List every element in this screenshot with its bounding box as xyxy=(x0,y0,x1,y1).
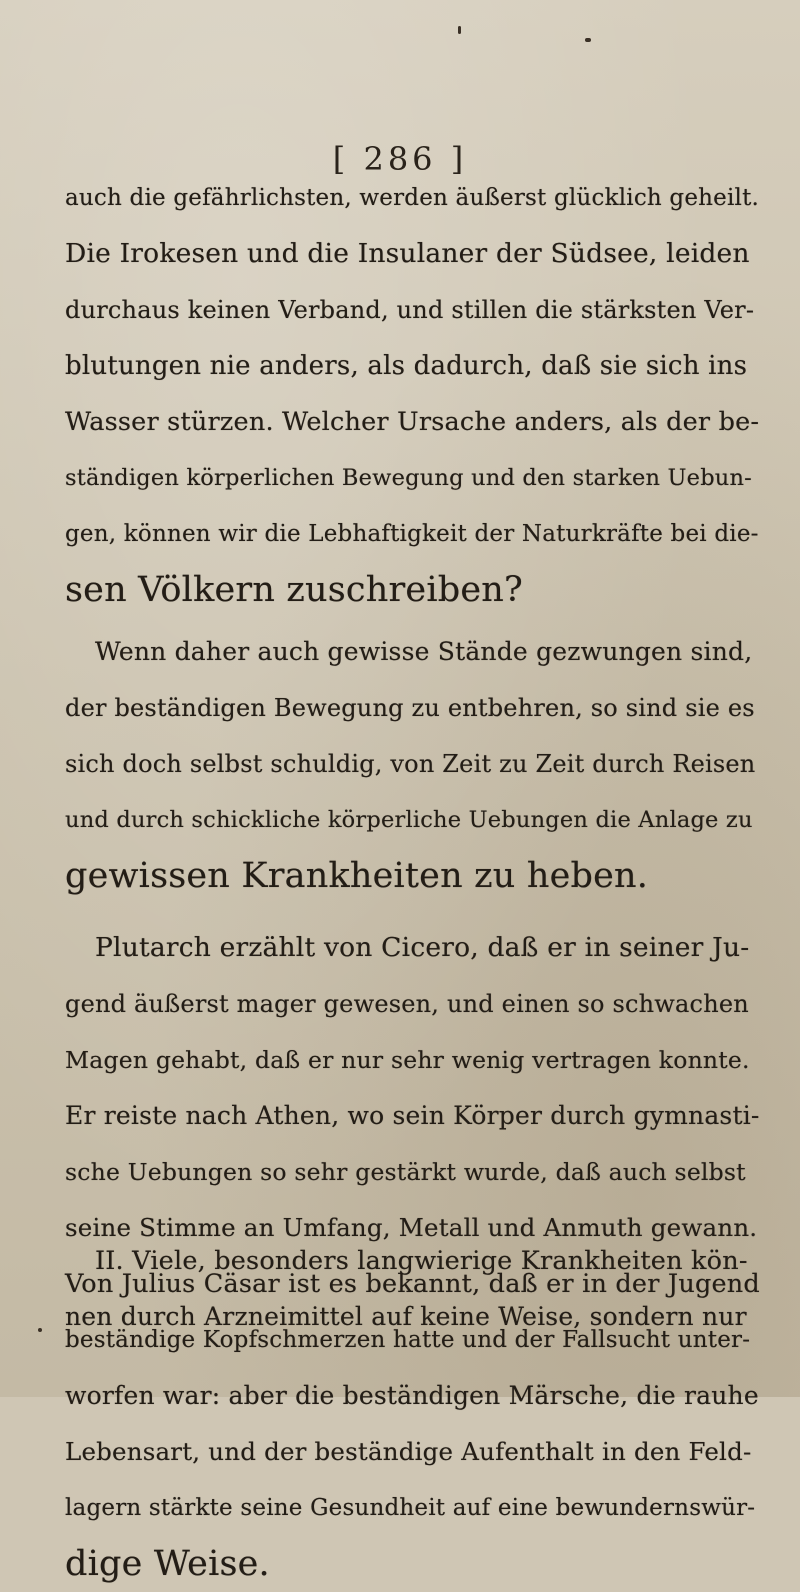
paragraph-1 xyxy=(0,170,800,618)
text-line: Die Irokesen und die Insulaner der Südsee, leiden xyxy=(65,238,750,269)
text-line: und durch schickliche körperliche Uebungen die Anlage zu xyxy=(65,807,753,833)
text-line: Er reiste nach Athen, wo sein Körper durch gymnasti- xyxy=(65,1101,760,1130)
text-line: ständigen körperlichen Bewegung und den starken Uebun- xyxy=(65,465,752,491)
text-line: Von Julius Cäsar ist es bekannt, daß er in der Jugend xyxy=(65,1269,760,1299)
paragraph-2 xyxy=(0,624,800,904)
text-line: blutungen nie anders, als dadurch, daß sie sich ins xyxy=(65,351,748,381)
text-line: auch die gefährlichsten, werden äußerst glücklich geheilt. xyxy=(65,185,760,211)
text-line: dige Weise. xyxy=(65,1544,270,1584)
text-line: II. Viele, besonders langwierige Krankheiten kön- xyxy=(95,1246,748,1276)
text-line: seine Stimme an Umfang, Metall und Anmuth gewann. xyxy=(65,1213,758,1242)
paragraph-4 xyxy=(0,1233,800,1345)
text-line: nen durch Arzneimittel auf keine Weise, sondern nur xyxy=(65,1302,747,1331)
text-line: Wenn daher auch gewisse Stände gezwungen sind, xyxy=(95,637,753,666)
ink-speck xyxy=(458,26,461,34)
text-line: gend äußerst mager gewesen, und einen so schwachen xyxy=(65,990,749,1018)
text-line: Plutarch erzählt von Cicero, daß er in seiner Ju- xyxy=(95,932,750,963)
text-line: sich doch selbst schuldig, von Zeit zu Zeit durch Reisen xyxy=(65,750,756,778)
ink-speck xyxy=(38,1328,42,1332)
text-line: sche Uebungen so sehr gestärkt wurde, daß auch selbst xyxy=(65,1158,746,1186)
text-line: durchaus keinen Verband, und stillen die stärksten Ver- xyxy=(65,296,755,324)
text-line: Wasser stürzen. Welcher Ursache anders, als der be- xyxy=(65,407,760,437)
text-line: beständige Kopfschmerzen hatte und der Fallsucht unter- xyxy=(65,1327,751,1353)
ink-speck xyxy=(585,38,591,42)
text-line: der beständigen Bewegung zu entbehren, so sind sie es xyxy=(65,694,755,722)
text-line: worfen war: aber die beständigen Märsche, die rauhe xyxy=(65,1381,759,1410)
page-number: [ 286 ] xyxy=(332,140,468,178)
text-line: sen Völkern zuschreiben? xyxy=(65,570,523,610)
text-line: Magen gehabt, daß er nur sehr wenig vertragen konnte. xyxy=(65,1046,750,1074)
text-line: gen, können wir die Lebhaftigkeit der Naturkräfte bei die- xyxy=(65,521,759,547)
text-line: lagern stärkte seine Gesundheit auf eine bewundernswür- xyxy=(65,1495,756,1521)
text-line: Lebensart, und der beständige Aufenthalt in den Feld- xyxy=(65,1437,752,1466)
text-line: gewissen Krankheiten zu heben. xyxy=(65,856,649,896)
